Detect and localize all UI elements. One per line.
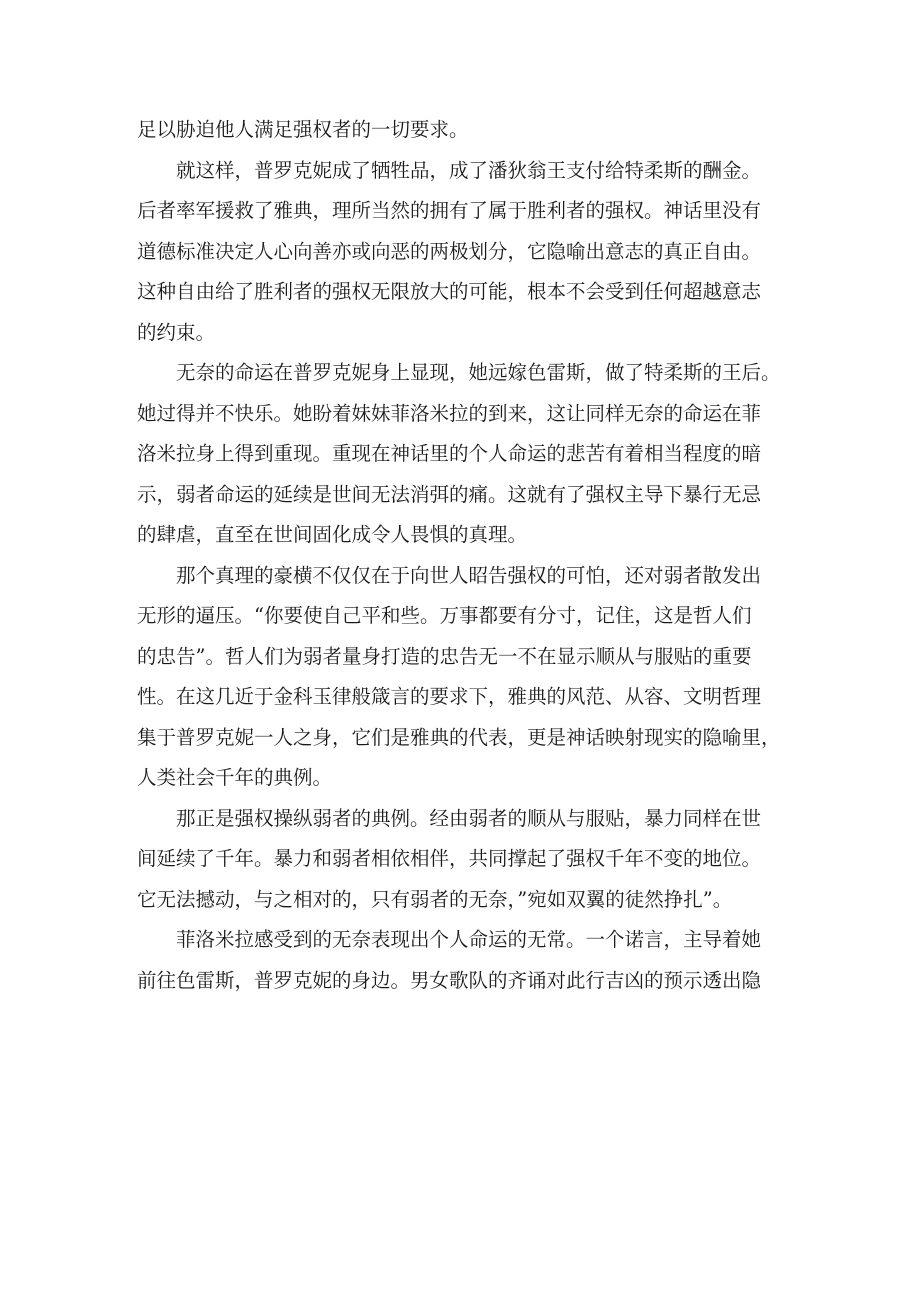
text-line: 后者率军援救了雅典，理所当然的拥有了属于胜利者的强权。神话里没有 <box>137 199 762 222</box>
text-line: 的肆虐，直至在世间固化成令人畏惧的真理。 <box>137 523 528 546</box>
text-line: 的忠告”。哲人们为弱者量身打造的忠告无一不在显示顺从与服贴的重要 <box>137 644 752 668</box>
text-line: 前往色雷斯，普罗克妮的身边。男女歌队的齐诵对此行吉凶的预示透出隐 <box>137 968 762 992</box>
text-line: 无奈的命运在普罗克妮身上显现，她远嫁色雷斯，做了特柔斯的王后。 <box>176 361 781 384</box>
text-line: 它无法撼动，与之相对的，只有弱者的无奈，”宛如双翼的徒然挣扎”。 <box>137 887 733 911</box>
body-text <box>137 110 787 1001</box>
text-line: 这种自由给了胜利者的强权无限放大的可能，根本不会受到任何超越意志 <box>137 280 762 303</box>
text-line: 菲洛米拉感受到的无奈表现出个人命运的无常。一个诺言，主导着她 <box>176 928 762 951</box>
text-line: 足以胁迫他人满足强权者的一切要求。 <box>137 118 469 141</box>
text-line: 人类社会千年的典例。 <box>137 766 333 789</box>
text-line: 那个真理的豪横不仅仅在于向世人昭告强权的可怕，还对弱者散发出 <box>176 563 762 587</box>
text-line: 示，弱者命运的延续是世间无法消弭的痛。这就有了强权主导下暴行无忌 <box>137 482 762 506</box>
text-line: 就这样，普罗克妮成了牺牲品，成了潘狄翁王支付给特柔斯的酬金。 <box>176 158 762 182</box>
text-line: 她过得并不快乐。她盼着妹妹菲洛米拉的到来，这让同样无奈的命运在菲 <box>137 401 762 425</box>
text-line: 那正是强权操纵弱者的典例。经由弱者的顺从与服贴，暴力同样在世 <box>176 806 762 830</box>
text-line: 集于普罗克妮一人之身，它们是雅典的代表，更是神话映射现实的隐喻里， <box>137 725 781 749</box>
text-line: 道德标准决定人心向善亦或向恶的两极划分，它隐喻出意志的真正自由。 <box>137 239 762 263</box>
text-line: 洛米拉身上得到重现。重现在神话里的个人命运的悲苦有着相当程度的暗 <box>137 442 762 465</box>
text-line: 性。在这几近于金科玉律般箴言的要求下，雅典的风范、从容、文明哲理 <box>137 685 762 708</box>
text-line: 无形的逼压。“你要使自己平和些。万事都要有分寸，记住，这是哲人们 <box>137 604 752 627</box>
text-line: 的约束。 <box>137 320 216 344</box>
text-line: 间延续了千年。暴力和弱者相依相伴，共同撑起了强权千年不变的地位。 <box>137 847 762 870</box>
